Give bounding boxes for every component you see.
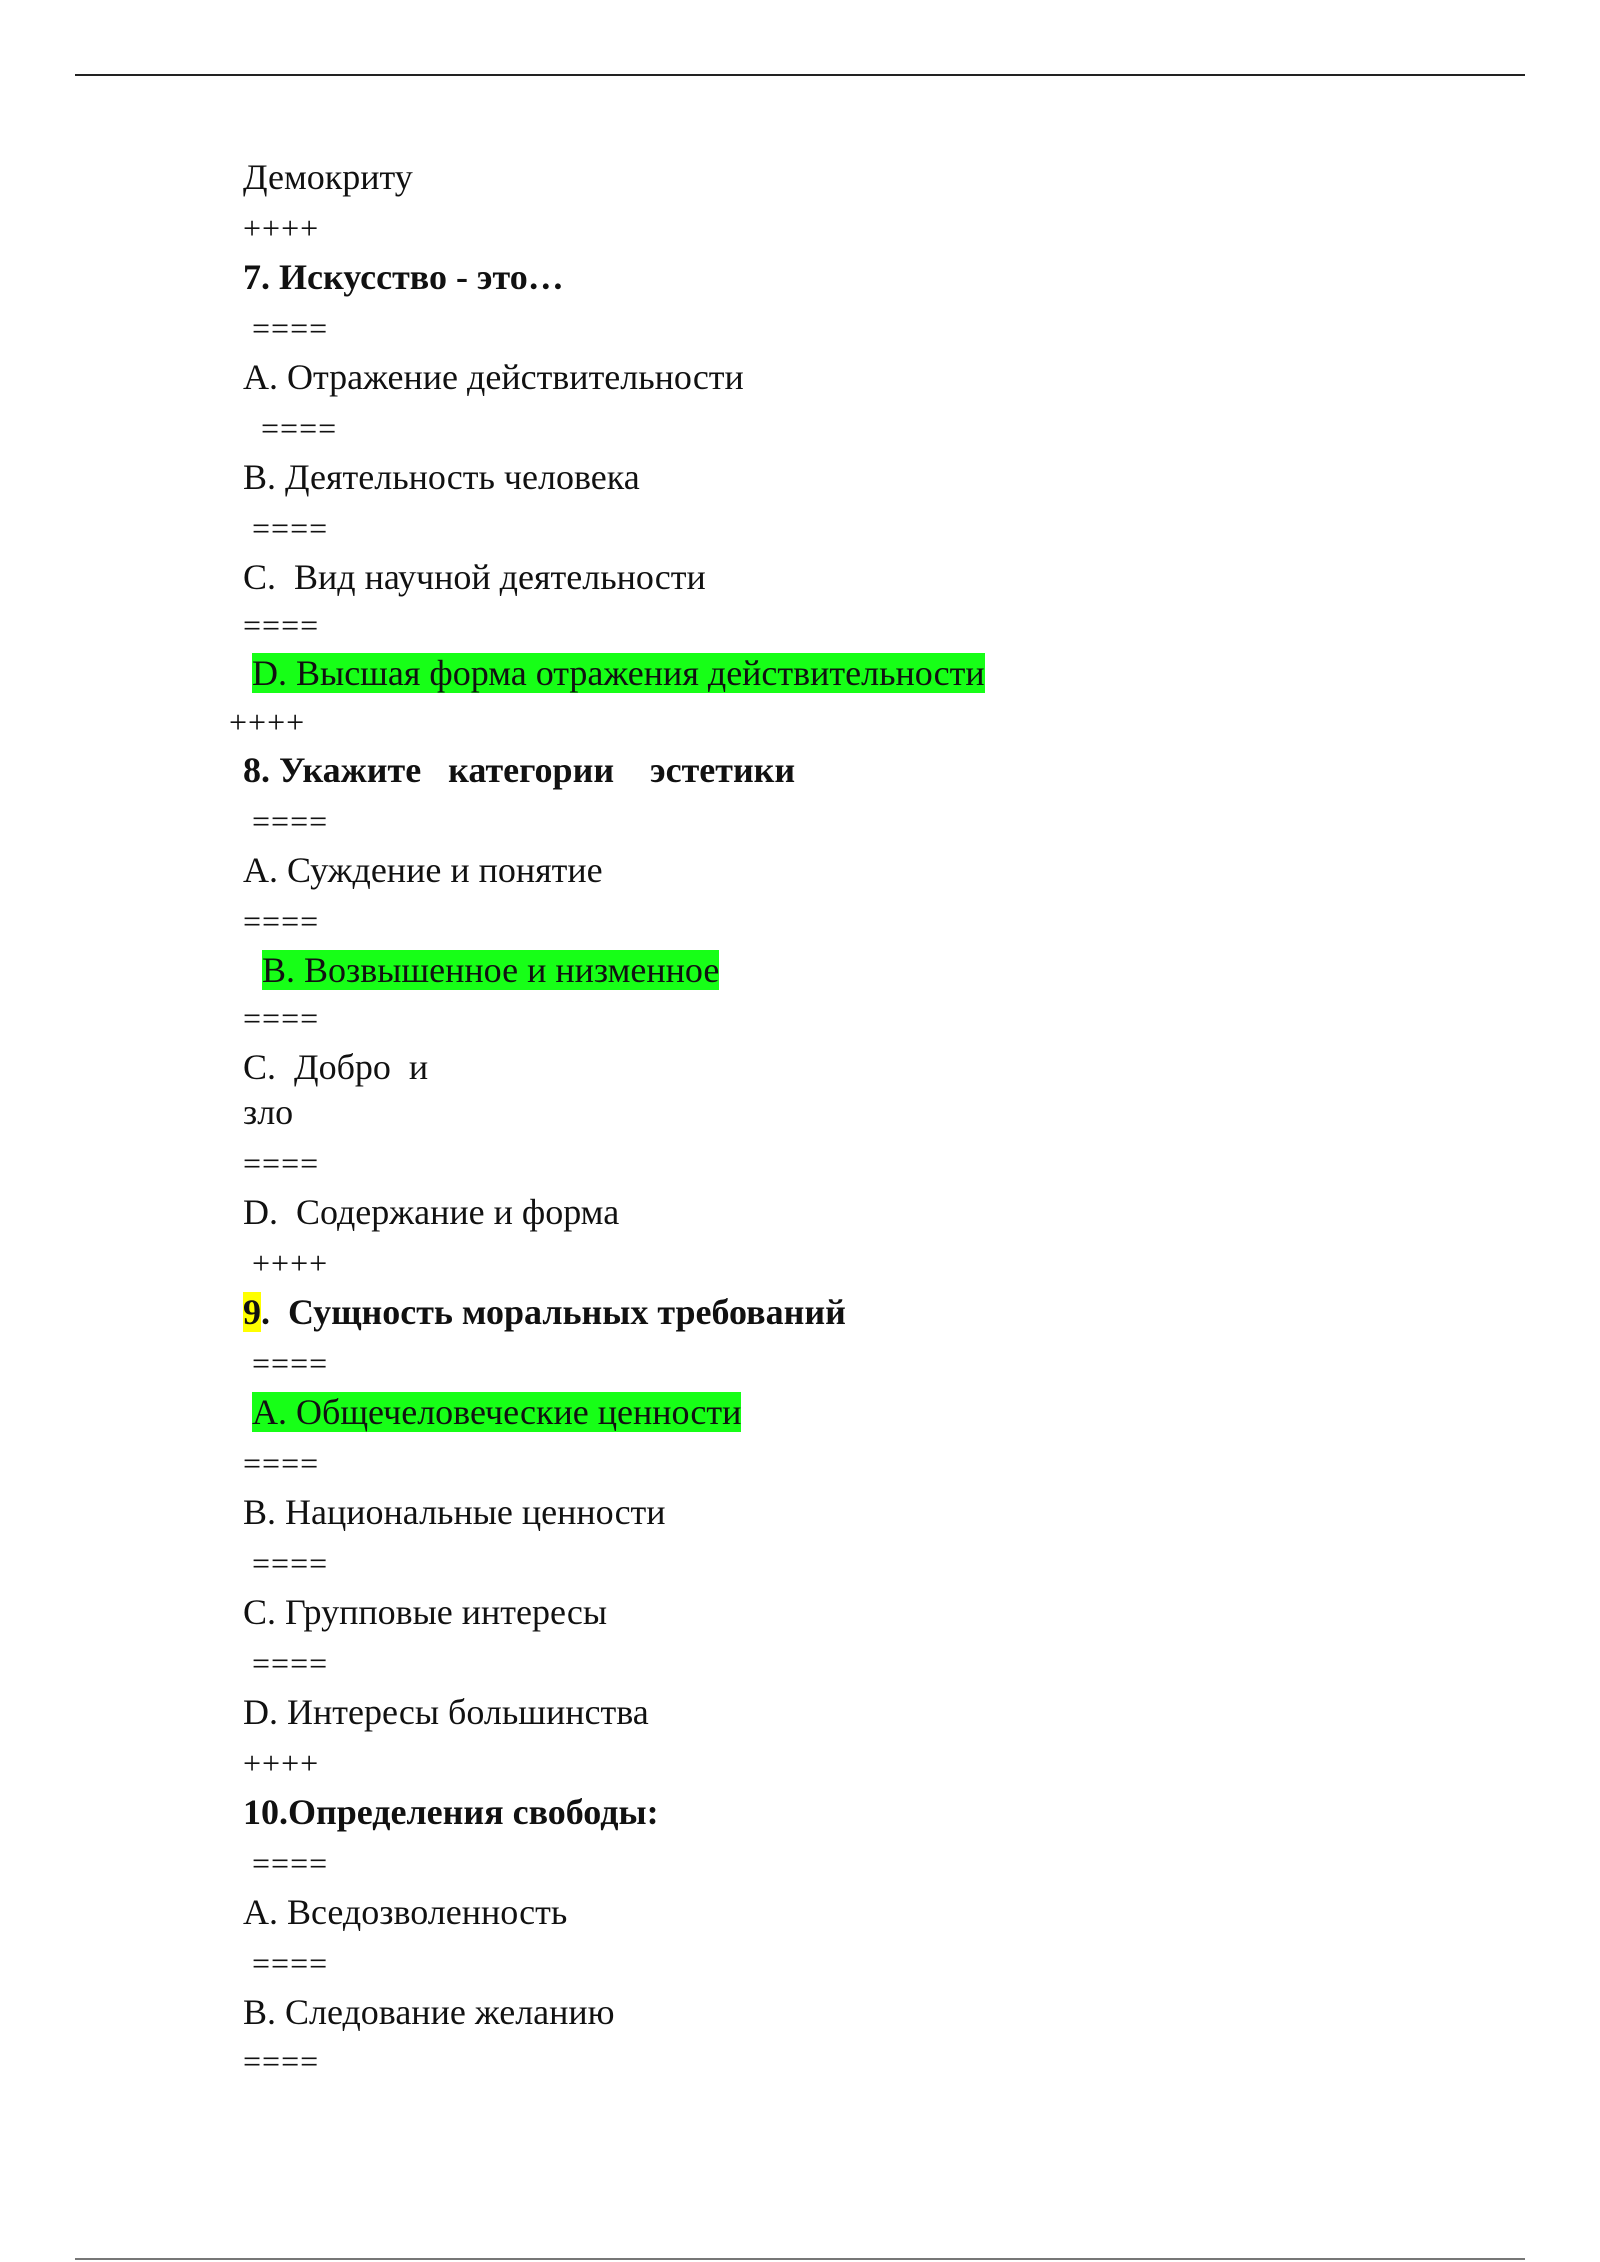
answer-highlight: B. Возвышенное и низменное — [262, 950, 720, 990]
separator-equals: ==== — [243, 510, 329, 546]
separator-equals: ==== — [243, 803, 329, 839]
question-text: . Сущность моральных требований — [261, 1292, 846, 1332]
option-d: D. Содержание и форма — [243, 1192, 620, 1232]
question-10: 10.Определения свободы: — [243, 1792, 659, 1832]
separator-plus: ++++ — [243, 1245, 329, 1281]
question-9 — [243, 1290, 846, 1334]
separator-equals: ==== — [243, 607, 320, 643]
option-d-correct-answer — [252, 651, 985, 695]
option-a: A. Суждение и понятие — [243, 850, 603, 890]
text-line: Демокриту — [243, 157, 413, 197]
separator-equals: ==== — [243, 1645, 329, 1681]
separator-equals: ==== — [243, 2043, 320, 2079]
option-c: C. Групповые интересы — [243, 1592, 608, 1632]
page-top-rule — [75, 74, 1525, 76]
separator-equals: ==== — [243, 1145, 320, 1181]
separator-equals: ==== — [243, 903, 320, 939]
separator-equals: ==== — [243, 310, 329, 346]
option-b: B. Национальные ценности — [243, 1492, 666, 1532]
option-d: D. Интересы большинства — [243, 1692, 649, 1732]
page-bottom-rule — [75, 2258, 1525, 2260]
question-8: 8. Укажите категории эстетики — [243, 750, 796, 790]
question-7: 7. Искусство - это… — [243, 257, 564, 297]
separator-plus: ++++ — [243, 210, 320, 246]
option-b-correct-answer — [262, 948, 719, 992]
question-number-highlight: 9 — [243, 1292, 261, 1332]
option-c: C. Добро и — [243, 1047, 429, 1087]
option-a: A. Вседозволенность — [243, 1892, 568, 1932]
separator-equals: ==== — [243, 410, 338, 446]
option-b: B. Следование желанию — [243, 1992, 615, 2032]
option-b: В. Деятельность человека — [243, 457, 640, 497]
option-a: А. Отражение действительности — [243, 357, 744, 397]
separator-equals: ==== — [243, 1545, 329, 1581]
separator-equals: ==== — [243, 1345, 329, 1381]
answer-highlight: A. Общечеловеческие ценности — [252, 1392, 742, 1432]
option-c-continuation: зло — [243, 1092, 294, 1132]
answer-highlight: D. Высшая форма отражения действительности — [252, 653, 985, 693]
separator-equals: ==== — [243, 1000, 320, 1036]
separator-equals: ==== — [243, 1445, 320, 1481]
separator-equals: ==== — [243, 1845, 329, 1881]
separator-plus: ++++ — [243, 1745, 320, 1781]
separator-equals: ==== — [243, 1945, 329, 1981]
separator-plus: ++++ — [229, 704, 306, 740]
option-a-correct-answer — [252, 1390, 741, 1434]
option-c: C. Вид научной деятельности — [243, 557, 706, 597]
